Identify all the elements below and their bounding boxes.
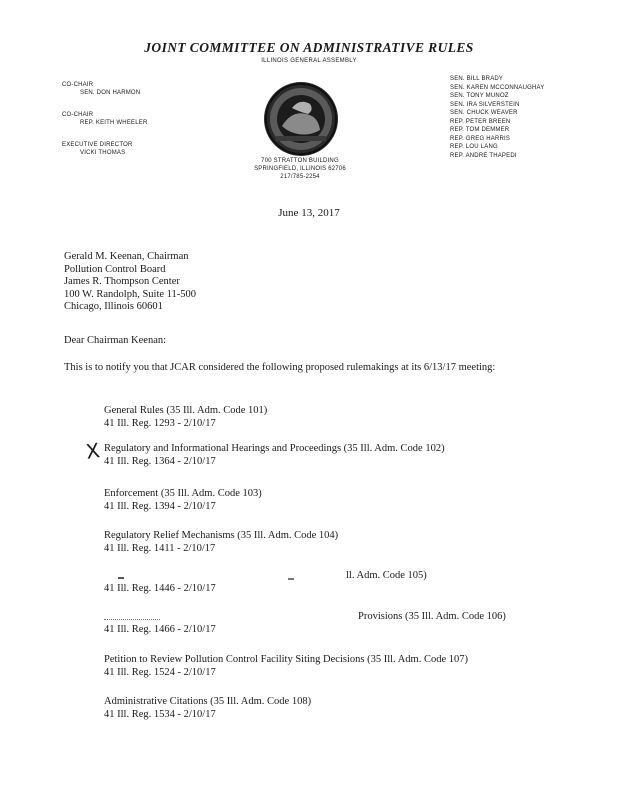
recipient-line: James R. Thompson Center	[64, 276, 180, 288]
rulemaking-title: Provisions (35 Ill. Adm. Code 106)	[358, 611, 506, 622]
rulemaking-item	[104, 530, 338, 555]
committee-subtitle: ILLINOIS GENERAL ASSEMBLY	[261, 58, 357, 64]
member-6: REP. PETER BREEN	[450, 118, 511, 125]
rulemaking-title: Petition to Review Pollution Control Facility Siting Decisions (35 Ill. Adm. Code 107)	[104, 654, 468, 665]
rulemaking-reg: 41 Ill. Reg. 1411 - 2/10/17	[104, 542, 216, 554]
address-line-1: 700 STRATTON BUILDING	[261, 158, 339, 164]
recipient-line: Pollution Control Board	[64, 263, 166, 275]
recipient-line: 100 W. Randolph, Suite 11-500	[64, 288, 197, 300]
rulemaking-item	[104, 405, 267, 430]
rulemaking-title: Regulatory and Informational Hearings and Proceedings (35 Ill. Adm. Code 102)	[104, 443, 445, 454]
rulemaking-item	[104, 488, 262, 513]
rulemaking-reg: 41 Ill. Reg. 1364 - 2/10/17	[104, 455, 216, 467]
rulemaking-title: General Rules (35 Ill. Adm. Code 101)	[104, 405, 268, 416]
member-1: SEN. BILL BRADY	[450, 76, 504, 82]
rulemaking-reg: 41 Ill. Reg. 1446 - 2/10/17	[104, 582, 216, 594]
intro-paragraph: This is to notify you that JCAR considered the following proposed rulemakings at its 6/13/17 meeting:	[64, 362, 496, 373]
illinois-seal-icon	[262, 80, 340, 158]
rulemaking-title: Regulatory Relief Mechanisms (35 Ill. Adm. Code 104)	[104, 530, 339, 541]
rulemaking-title: ll. Adm. Code 105)	[346, 570, 427, 581]
scan-artifact	[104, 619, 160, 621]
scan-artifact	[288, 578, 294, 580]
rulemaking-title: Administrative Citations (35 Ill. Adm. Code 108)	[104, 696, 312, 707]
rulemaking-title: Enforcement (35 Ill. Adm. Code 103)	[104, 488, 262, 499]
address-line-3: 217/785-2254	[280, 174, 320, 180]
rulemaking-item	[104, 443, 445, 468]
rulemaking-reg: 41 Ill. Reg. 1466 - 2/10/17	[104, 623, 216, 635]
rulemaking-reg: 41 Ill. Reg. 1534 - 2/10/17	[104, 708, 216, 720]
handwritten-x-mark: X	[84, 438, 102, 464]
member-10: REP. ANDRE THAPEDI	[450, 152, 517, 159]
co-chair-name-1: SEN. DON HARMON	[80, 90, 141, 96]
rulemaking-reg: 41 Ill. Reg. 1524 - 2/10/17	[104, 666, 216, 678]
recipient-line: Chicago, Illinois 60601	[64, 301, 163, 313]
rulemaking-item	[104, 654, 468, 679]
scan-artifact	[118, 577, 124, 579]
co-chair-role-1: CO-CHAIR	[62, 82, 94, 88]
address-line-2: SPRINGFIELD, ILLINOIS 62706	[254, 166, 346, 172]
letter-date: June 13, 2017	[278, 207, 340, 219]
member-7: REP. TOM DEMMER	[450, 127, 510, 133]
committee-title: JOINT COMMITTEE ON ADMINISTRATIVE RULES	[144, 40, 474, 55]
member-5: SEN. CHUCK WEAVER	[450, 110, 518, 116]
salutation: Dear Chairman Keenan:	[64, 335, 167, 346]
member-3: SEN. TONY MUNOZ	[450, 93, 509, 99]
rulemaking-item	[104, 696, 311, 721]
co-chair-role-2: CO-CHAIR	[62, 112, 94, 118]
member-8: REP. GREG HARRIS	[450, 135, 511, 142]
co-chair-name-2: REP. KEITH WHEELER	[80, 120, 148, 126]
rulemaking-reg: 41 Ill. Reg. 1293 - 2/10/17	[104, 417, 216, 429]
rulemaking-item-partial	[104, 570, 427, 595]
member-4: SEN. IRA SILVERSTEIN	[450, 101, 520, 108]
rulemaking-item-partial	[104, 611, 506, 636]
recipient-block	[64, 251, 196, 314]
recipient-line: Gerald M. Keenan, Chairman	[64, 251, 189, 262]
member-9: REP. LOU LANG	[450, 144, 498, 150]
executive-director-name: VICKI THOMAS	[80, 150, 126, 156]
executive-director-role: EXECUTIVE DIRECTOR	[62, 142, 133, 148]
member-2: SEN. KAREN MCCONNAUGHAY	[450, 84, 545, 91]
rulemaking-reg: 41 Ill. Reg. 1394 - 2/10/17	[104, 500, 216, 512]
